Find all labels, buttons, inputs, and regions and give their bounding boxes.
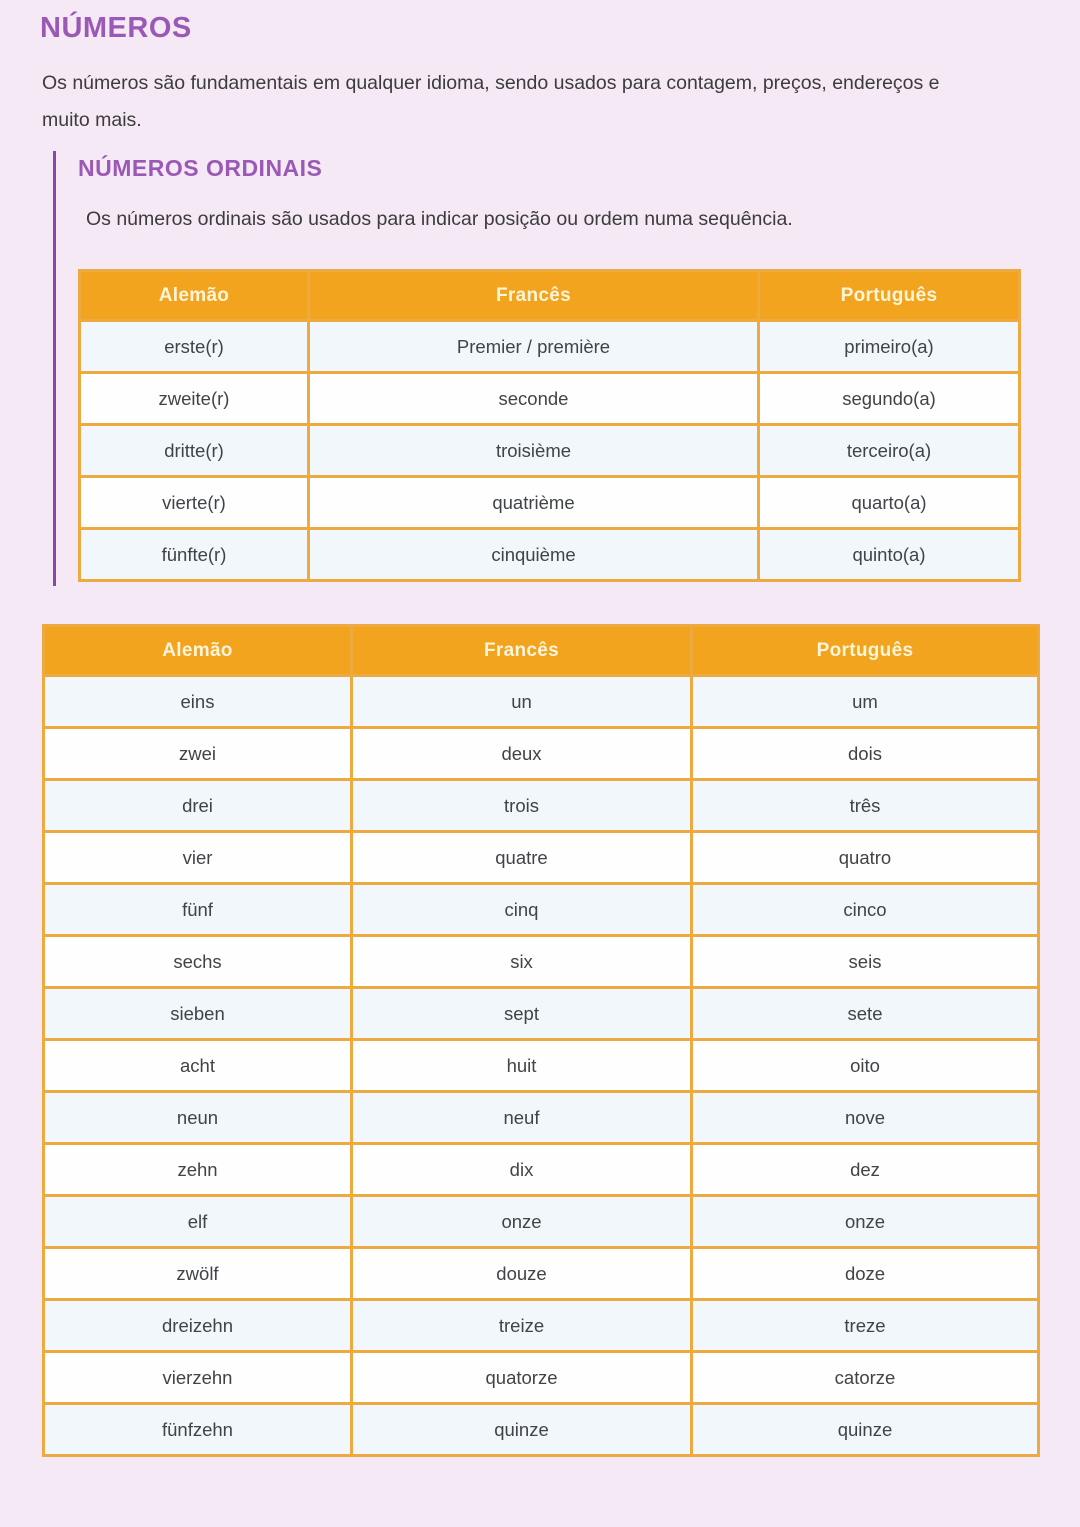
table-cell: zwei [44,728,352,780]
cardinal-numbers-table [42,624,1040,1457]
table-cell: dritte(r) [80,425,309,477]
table-cell: treze [692,1300,1039,1352]
table-cell: um [692,676,1039,728]
table-cell: troisième [309,425,759,477]
table-cell: un [352,676,692,728]
table-cell: cinco [692,884,1039,936]
table-row [44,1196,1039,1248]
table-cell: acht [44,1040,352,1092]
column-header: Alemão [80,271,309,321]
header-row [44,626,1039,676]
table-cell: onze [692,1196,1039,1248]
page-title: NÚMEROS [40,12,192,44]
table-cell: terceiro(a) [759,425,1020,477]
header-row [80,271,1020,321]
table-row [44,1300,1039,1352]
column-header: Francês [352,626,692,676]
section-title: NÚMEROS ORDINAIS [78,155,323,181]
table-row [80,373,1020,425]
section-description: Os números ordinais são usados para indicar posição ou ordem numa sequência. [86,208,793,230]
table-cell: fünfzehn [44,1404,352,1456]
table-cell: six [352,936,692,988]
table-cell: segundo(a) [759,373,1020,425]
table-row [44,728,1039,780]
table-cell: neuf [352,1092,692,1144]
table-row [44,1144,1039,1196]
table-cell: dix [352,1144,692,1196]
table-cell: sept [352,988,692,1040]
table-cell: fünfte(r) [80,529,309,581]
table-cell: zehn [44,1144,352,1196]
table-cell: sechs [44,936,352,988]
table-cell: dez [692,1144,1039,1196]
table-cell: vier [44,832,352,884]
table-row [80,529,1020,581]
table-cell: douze [352,1248,692,1300]
table-cell: huit [352,1040,692,1092]
table-row [80,477,1020,529]
column-header: Português [759,271,1020,321]
table-row [44,780,1039,832]
table-cell: primeiro(a) [759,321,1020,373]
table-row [44,936,1039,988]
table-cell: dois [692,728,1039,780]
table-cell: sieben [44,988,352,1040]
column-header: Alemão [44,626,352,676]
table-cell: catorze [692,1352,1039,1404]
table-cell: elf [44,1196,352,1248]
table-cell: cinq [352,884,692,936]
table-cell: fünf [44,884,352,936]
table-row [44,676,1039,728]
table-cell: quinto(a) [759,529,1020,581]
table-cell: cinquième [309,529,759,581]
table-cell: drei [44,780,352,832]
table-cell: Premier / première [309,321,759,373]
table-cell: deux [352,728,692,780]
table-cell: onze [352,1196,692,1248]
table-cell: três [692,780,1039,832]
table-row [80,321,1020,373]
table-cell: quatrième [309,477,759,529]
table-cell: erste(r) [80,321,309,373]
table-cell: doze [692,1248,1039,1300]
table-row [80,425,1020,477]
table-cell: quatorze [352,1352,692,1404]
table-row [44,1040,1039,1092]
table-row [44,988,1039,1040]
table-cell: neun [44,1092,352,1144]
table-cell: dreizehn [44,1300,352,1352]
table-cell: quarto(a) [759,477,1020,529]
table-cell: quinze [352,1404,692,1456]
table-row [44,1092,1039,1144]
table-cell: seis [692,936,1039,988]
ordinal-section [53,151,1040,586]
table-cell: trois [352,780,692,832]
table-cell: seconde [309,373,759,425]
table-cell: treize [352,1300,692,1352]
table-row [44,1248,1039,1300]
table-cell: oito [692,1040,1039,1092]
column-header: Francês [309,271,759,321]
table-cell: eins [44,676,352,728]
table-cell: nove [692,1092,1039,1144]
table-cell: zweite(r) [80,373,309,425]
column-header: Português [692,626,1039,676]
ordinal-numbers-table [78,269,1021,582]
table-row [44,884,1039,936]
table-row [44,1352,1039,1404]
intro-paragraph: Os números são fundamentais em qualquer idioma, sendo usados para contagem, preços, endereços e muito mais. [42,72,940,131]
table-row [44,1404,1039,1456]
table-cell: quinze [692,1404,1039,1456]
table-cell: quatre [352,832,692,884]
table-cell: zwölf [44,1248,352,1300]
table-cell: vierzehn [44,1352,352,1404]
table-cell: sete [692,988,1039,1040]
table-cell: quatro [692,832,1039,884]
table-cell: vierte(r) [80,477,309,529]
table-row [44,832,1039,884]
